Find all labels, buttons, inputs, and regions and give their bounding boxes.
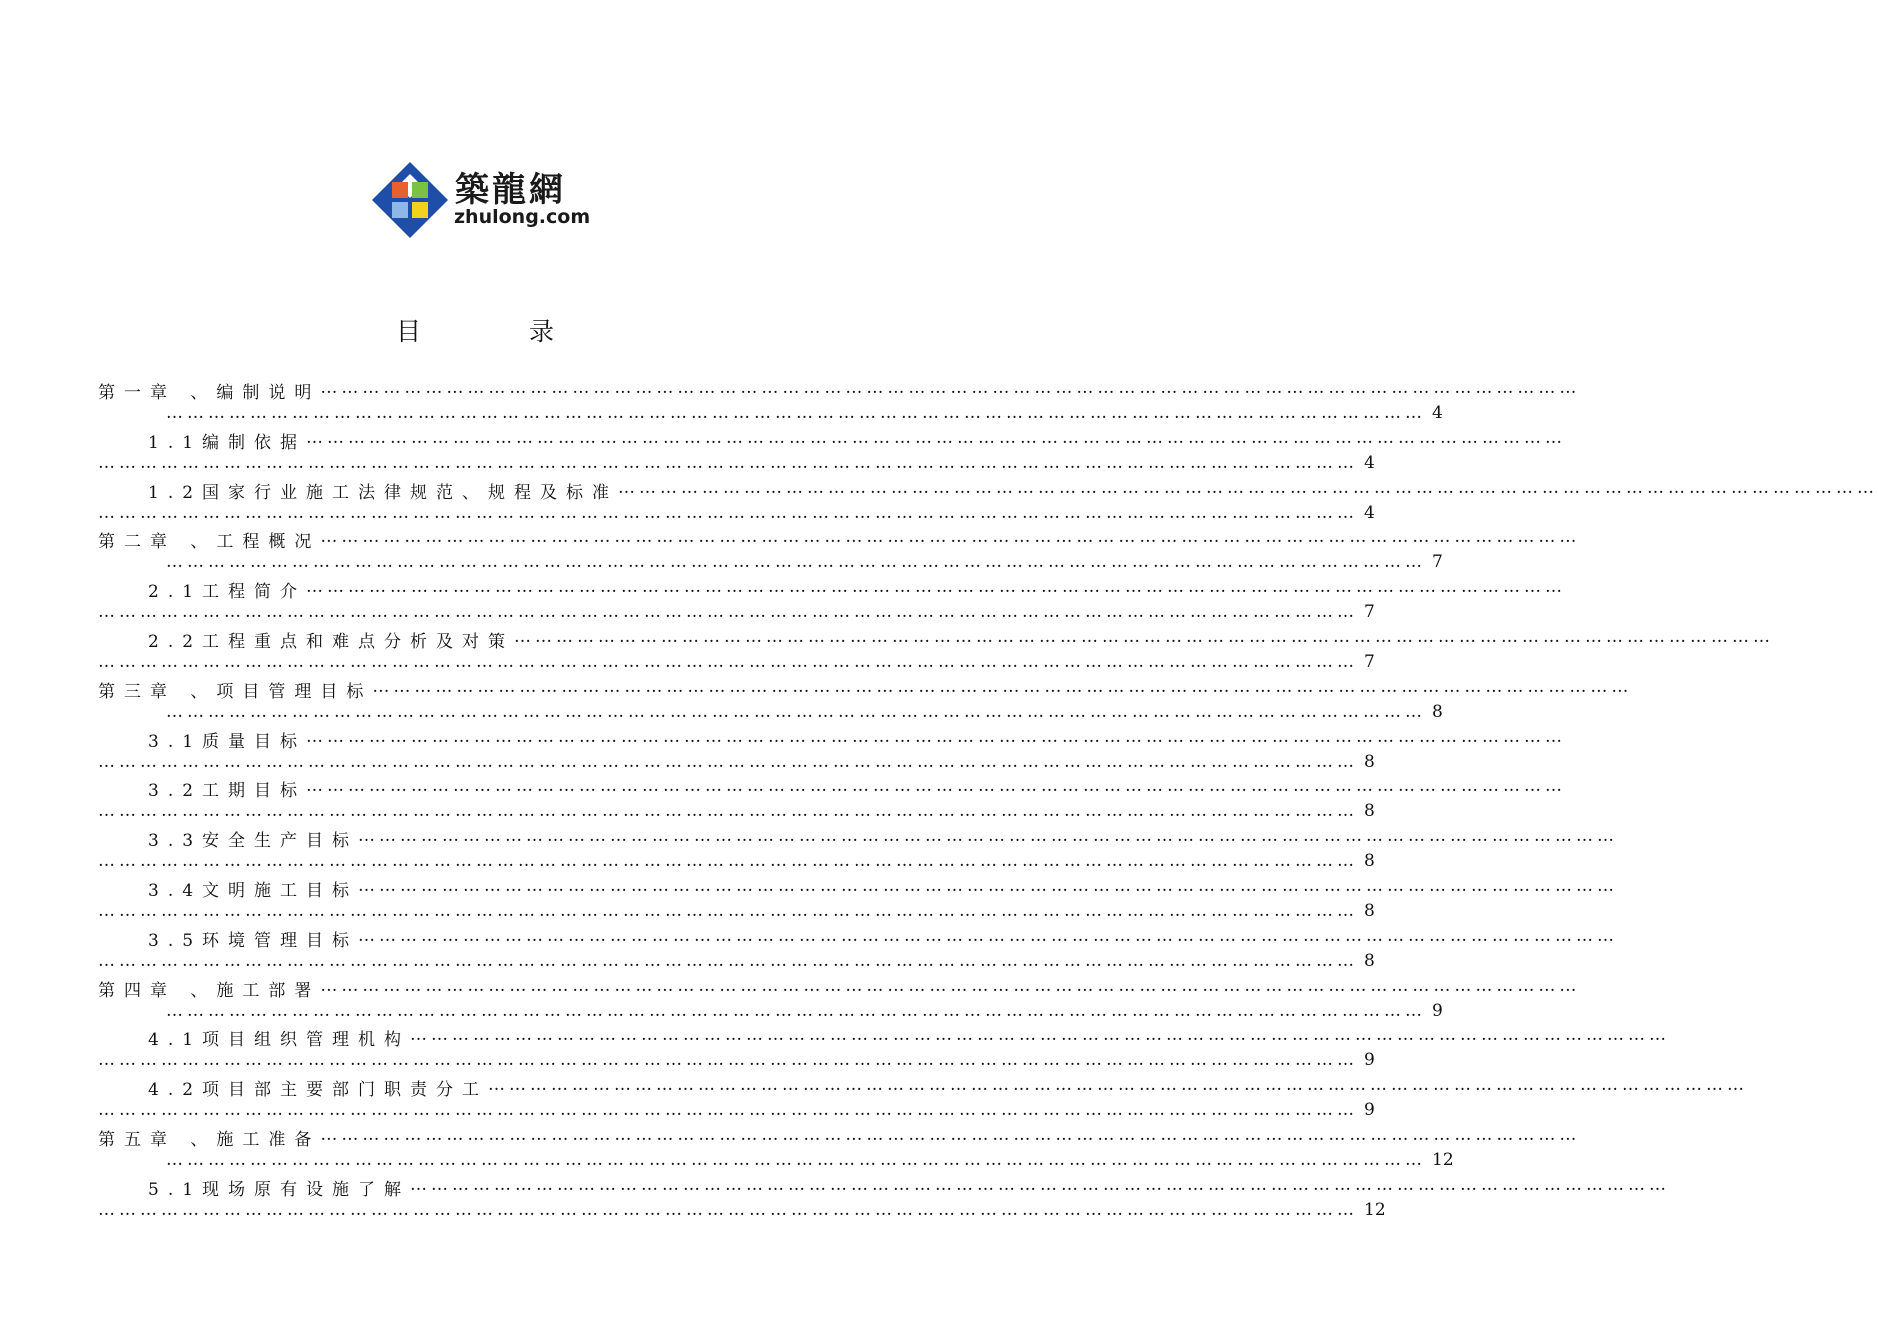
toc-leader-dots: ……………………………………………………………………………………………………………………………………………………………… (358, 875, 1619, 896)
toc-entry-page-number: 12 (1364, 1199, 1386, 1220)
toc-entry-page-number: 9 (1364, 1100, 1375, 1121)
toc-entry[interactable] (98, 477, 1878, 528)
toc-leader-dots: ……………………………………………………………………………………………………………………………………………………………… (358, 925, 1619, 946)
toc-leader-dots: ……………………………………………………………………………………………………………………………………………………………… (166, 1149, 1426, 1170)
toc-entry-label: 3.1质量目标 (148, 731, 307, 752)
toc-entry-label: 第二章 、工程概况 (98, 532, 321, 553)
title-left-char: 目 (396, 317, 422, 346)
toc-entry-label: 3.4文明施工目标 (148, 880, 359, 901)
toc-entry-page-number: 9 (1432, 1000, 1443, 1021)
logo-cn-text: 築龍網 (455, 170, 566, 210)
logo-diamond-icon (370, 160, 450, 240)
toc-leader-dots: ……………………………………………………………………………………………………………………………………………………………… (98, 751, 1358, 772)
toc-leader-dots: ……………………………………………………………………………………………………………………………………………………………… (358, 826, 1619, 847)
toc-entry-label: 5.1现场原有设施了解 (148, 1179, 411, 1200)
toc-leader-dots: ……………………………………………………………………………………………………………………………………………………………… (98, 452, 1358, 473)
table-of-contents (98, 378, 1878, 1225)
toc-leader-dots: ……………………………………………………………………………………………………………………………………………………………… (166, 701, 1426, 722)
toc-leader-dots: ……………………………………………………………………………………………………………………………………………………………… (98, 900, 1358, 921)
toc-entry[interactable] (98, 776, 1567, 826)
toc-leader-dots: ……………………………………………………………………………………………………………………………………………………………… (410, 1025, 1671, 1046)
toc-entry-page-number: 8 (1364, 801, 1375, 822)
toc-leader-dots: ……………………………………………………………………………………………………………………………………………………………… (306, 726, 1567, 747)
toc-entry-page-number: 8 (1364, 851, 1375, 872)
toc-entry-label: 第一章 、编制说明 (98, 383, 321, 403)
toc-entry-label: 2.2工程重点和难点分析及对策 (148, 631, 515, 652)
toc-entry-label: 4.1项目组织管理机构 (148, 1030, 411, 1051)
toc-leader-dots: ……………………………………………………………………………………………………………………………………………………………… (98, 851, 1358, 872)
page-title (0, 312, 950, 348)
toc-leader-dots: ……………………………………………………………………………………………………………………………………………………………… (618, 477, 1878, 498)
toc-entry-page-number: 8 (1364, 950, 1375, 971)
toc-leader-dots: ……………………………………………………………………………………………………………………………………………………………… (320, 975, 1581, 996)
toc-entry-page-number: 8 (1364, 751, 1375, 772)
toc-entry-label: 1.1编制依据 (148, 432, 307, 453)
toc-entry-page-number: 9 (1364, 1050, 1375, 1071)
toc-leader-dots: ……………………………………………………………………………………………………………………………………………………………… (410, 1174, 1671, 1195)
toc-leader-dots: ……………………………………………………………………………………………………………………………………………………………… (98, 950, 1358, 971)
toc-leader-dots: ……………………………………………………………………………………………………………………………………………………………… (320, 1124, 1581, 1145)
toc-entry-page-number: 8 (1432, 701, 1443, 722)
toc-leader-dots: ……………………………………………………………………………………………………………………………………………………………… (320, 527, 1581, 548)
toc-entry-label: 3.5环境管理目标 (148, 930, 359, 951)
toc-entry[interactable] (98, 826, 1619, 876)
toc-leader-dots: ……………………………………………………………………………………………………………………………………………………………… (166, 1000, 1426, 1021)
toc-leader-dots: ……………………………………………………………………………………………………………………………………………………………… (166, 403, 1426, 423)
logo-en-text: zhulong.com (454, 206, 591, 228)
toc-entry-page-number: 8 (1364, 900, 1375, 921)
toc-entry[interactable] (98, 1124, 1581, 1175)
toc-entry[interactable] (98, 626, 1775, 677)
toc-entry-page-number: 12 (1432, 1149, 1454, 1170)
toc-leader-dots: ……………………………………………………………………………………………………………………………………………………………… (514, 626, 1775, 647)
zhulong-logo (370, 160, 590, 240)
toc-entry-label: 3.2工期目标 (148, 781, 307, 802)
toc-entry-page-number: 4 (1364, 452, 1375, 473)
toc-entry-page-number: 4 (1364, 502, 1375, 523)
toc-entry[interactable] (98, 1075, 1749, 1125)
title-right-char: 录 (528, 317, 554, 346)
toc-entry[interactable] (98, 427, 1567, 478)
toc-entry-label: 第三章 、项目管理目标 (98, 681, 373, 702)
toc-entry-label: 3.3安全生产目标 (148, 831, 359, 852)
toc-entry[interactable] (98, 527, 1581, 577)
toc-entry-page-number: 4 (1432, 403, 1443, 423)
toc-entry[interactable] (98, 676, 1633, 727)
toc-leader-dots: ……………………………………………………………………………………………………………………………………………………………… (98, 1100, 1358, 1121)
toc-entry-label: 2.1工程简介 (148, 582, 307, 603)
toc-entry-label: 4.2项目部主要部门职责分工 (148, 1080, 489, 1101)
toc-entry[interactable] (98, 1174, 1671, 1225)
toc-entry-label: 1.2国家行业施工法律规范、规程及标准 (148, 482, 619, 503)
toc-leader-dots: ……………………………………………………………………………………………………………………………………………………………… (98, 1050, 1358, 1071)
toc-leader-dots: ……………………………………………………………………………………………………………………………………………………………… (320, 378, 1581, 398)
toc-entry-page-number: 7 (1364, 602, 1375, 623)
toc-leader-dots: ……………………………………………………………………………………………………………………………………………………………… (306, 577, 1567, 598)
toc-leader-dots: ……………………………………………………………………………………………………………………………………………………………… (372, 676, 1633, 697)
toc-leader-dots: ……………………………………………………………………………………………………………………………………………………………… (98, 602, 1358, 623)
toc-entry-label: 第五章 、施工准备 (98, 1129, 321, 1150)
toc-entry-page-number: 7 (1432, 552, 1443, 573)
toc-entry[interactable] (98, 875, 1619, 926)
toc-entry-page-number: 7 (1364, 651, 1375, 672)
toc-leader-dots: ……………………………………………………………………………………………………………………………………………………………… (166, 552, 1426, 573)
toc-entry[interactable] (98, 726, 1567, 777)
toc-entry[interactable] (98, 975, 1581, 1026)
toc-leader-dots: ……………………………………………………………………………………………………………………………………………………………… (98, 502, 1358, 523)
toc-entry[interactable] (98, 925, 1619, 976)
toc-leader-dots: ……………………………………………………………………………………………………………………………………………………………… (306, 776, 1567, 797)
toc-leader-dots: ……………………………………………………………………………………………………………………………………………………………… (98, 1199, 1358, 1220)
toc-entry[interactable] (98, 1025, 1671, 1075)
toc-leader-dots: ……………………………………………………………………………………………………………………………………………………………… (98, 801, 1358, 822)
toc-leader-dots: ……………………………………………………………………………………………………………………………………………………………… (98, 651, 1358, 672)
toc-entry-label: 第四章 、施工部署 (98, 980, 321, 1001)
toc-entry[interactable] (98, 378, 1581, 428)
toc-leader-dots: ……………………………………………………………………………………………………………………………………………………………… (306, 427, 1567, 448)
toc-leader-dots: ……………………………………………………………………………………………………………………………………………………………… (488, 1075, 1749, 1096)
toc-entry[interactable] (98, 577, 1567, 627)
